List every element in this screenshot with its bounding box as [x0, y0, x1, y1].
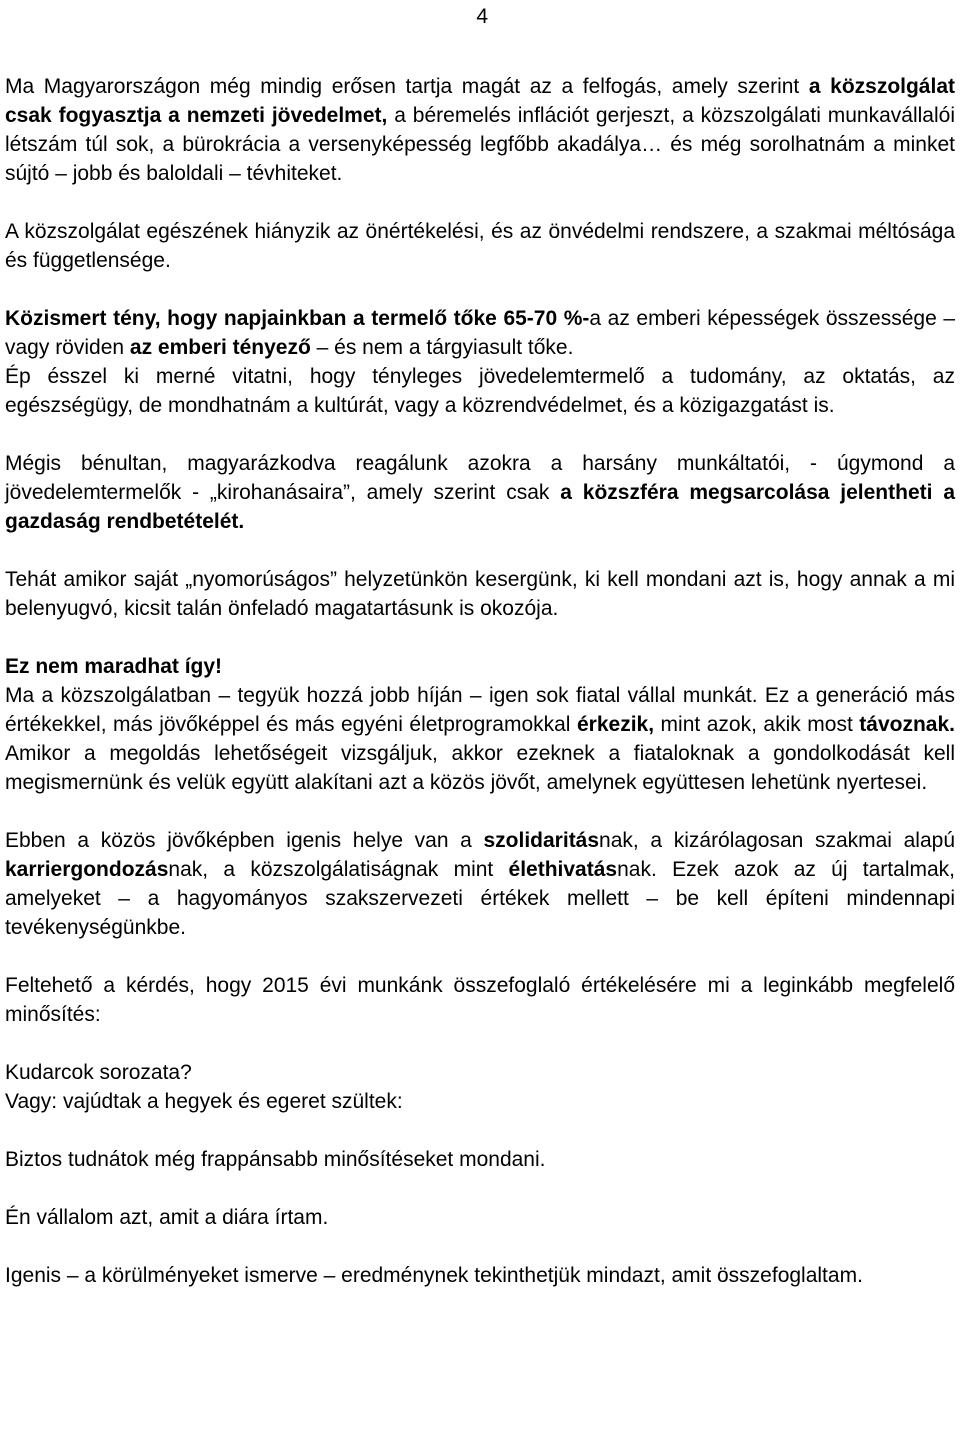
text-run: Ép ésszel ki merné vitatni, hogy tényleges jövedelemtermelő a tudomány, az oktatás, az egészségügy, de mondhatnám a kultúrát, vagy a közrendvédelmet, és a közigazgatást is. [5, 365, 955, 417]
bold-text-run: élethivatás [508, 858, 618, 881]
paragraph-spacer [5, 536, 955, 565]
paragraph [5, 304, 955, 362]
paragraph [5, 565, 955, 623]
bold-text-run: az emberi tényező [129, 336, 311, 359]
paragraph-spacer [5, 623, 955, 652]
bold-text-run: karriergondozás [5, 858, 169, 881]
text-run: mint azok, akik most [654, 713, 860, 736]
paragraph [5, 72, 955, 188]
text-run: nak, a kizárólagosan szakmai alapú [599, 829, 955, 852]
text-run: Igenis – a körülményeket ismerve – eredménynek tekinthetjük mindazt, amit összefoglaltam. [5, 1264, 863, 1287]
text-run: Én vállalom azt, amit a diára írtam. [5, 1206, 329, 1229]
text-run: Ma Magyarországon még mindig erősen tartja magát az a felfogás, amely szerint [5, 75, 809, 98]
text-run: Amikor a megoldás lehetőségeit vizsgáljuk, akkor ezeknek a fiataloknak a gondolkodását kell megismernünk és velük együtt alakítani azt a közös jövőt, amelynek együttesen lehetünk nyertesei. [5, 742, 955, 794]
paragraph [5, 971, 955, 1029]
paragraph [5, 826, 955, 942]
paragraph [5, 362, 955, 420]
paragraph [5, 449, 955, 536]
text-run: Ma a közszolgálatban – tegyük hozzá jobb híján – igen sok fiatal vállal munkát. Ez a generáció más értékekkel, más jövőképpel és más egyéni életprogramokkal [5, 684, 955, 736]
text-run: nak. Ezek azok az új tartalmak, amelyeket – a hagyományos szakszervezeti értékek mellett – be kell építeni mindennapi tevékenységünkbe. [5, 858, 955, 939]
paragraph [5, 1058, 955, 1087]
text-run: Vagy: vajúdtak a hegyek és egeret szültek: [5, 1090, 403, 1113]
bold-text-run: Közismert tény, hogy napjainkban a termelő tőke 65-70 %- [5, 307, 590, 330]
paragraph-spacer [5, 1116, 955, 1145]
bold-text-run: a közszféra megsarcolása jelentheti a gazdaság rendbetételét. [5, 481, 955, 533]
paragraph-spacer [5, 797, 955, 826]
text-run: nak, a közszolgálatiságnak mint [168, 858, 509, 881]
document-body [5, 72, 955, 1290]
bold-text-run: a közszolgálat csak fogyasztja a nemzeti jövedelmet, [5, 75, 955, 127]
text-run: a az emberi képességek összessége – vagy röviden [5, 307, 956, 359]
text-run: a béremelés inflációt gerjeszt, a közszolgálati munkavállalói létszám túl sok, a bürokrácia a versenyképesség legfőbb akadálya… és még sorolhatnám a minket sújtó – jobb és baloldali – tévhiteket. [5, 104, 955, 185]
text-run: Biztos tudnátok még frappánsabb minősítéseket mondani. [5, 1148, 546, 1171]
paragraph [5, 681, 955, 797]
page-number: 4 [476, 5, 488, 28]
paragraph-spacer [5, 1174, 955, 1203]
text-run: Feltehető a kérdés, hogy 2015 évi munkánk összefoglaló értékelésére mi a leginkább megfelelő minősítés: [5, 974, 955, 1026]
paragraph-spacer [5, 1029, 955, 1058]
paragraph-spacer [5, 275, 955, 304]
paragraph-spacer [5, 188, 955, 217]
paragraph [5, 652, 955, 681]
paragraph-spacer [5, 942, 955, 971]
bold-text-run: érkezik, [576, 713, 655, 736]
text-run: Tehát amikor saját „nyomorúságos” helyzetünkön kesergünk, ki kell mondani azt is, hogy annak a mi belenyugvó, kicsit talán önfeladó magatartásunk is okozója. [5, 568, 955, 620]
text-run: A közszolgálat egészének hiányzik az önértékelési, és az önvédelmi rendszere, a szakmai méltósága és függetlensége. [5, 220, 955, 272]
paragraph-spacer [5, 420, 955, 449]
paragraph [5, 1087, 955, 1116]
paragraph [5, 1203, 955, 1232]
bold-text-run: távoznak. [859, 713, 955, 736]
text-run: Mégis bénultan, magyarázkodva reagálunk azokra a harsány munkáltatói, - úgymond a jövedelemtermelők - „kirohanásaira”, amely szerint csak [5, 452, 955, 504]
paragraph [5, 1145, 955, 1174]
bold-text-run: Ez nem maradhat így! [5, 655, 223, 678]
paragraph [5, 1261, 955, 1290]
text-run: – és nem a tárgyiasult tőke. [310, 336, 574, 359]
paragraph [5, 217, 955, 275]
text-run: Kudarcok sorozata? [5, 1061, 192, 1084]
text-run: Ebben a közös jövőképben igenis helye van a [5, 829, 484, 852]
bold-text-run: szolidaritás [483, 829, 600, 852]
paragraph-spacer [5, 1232, 955, 1261]
